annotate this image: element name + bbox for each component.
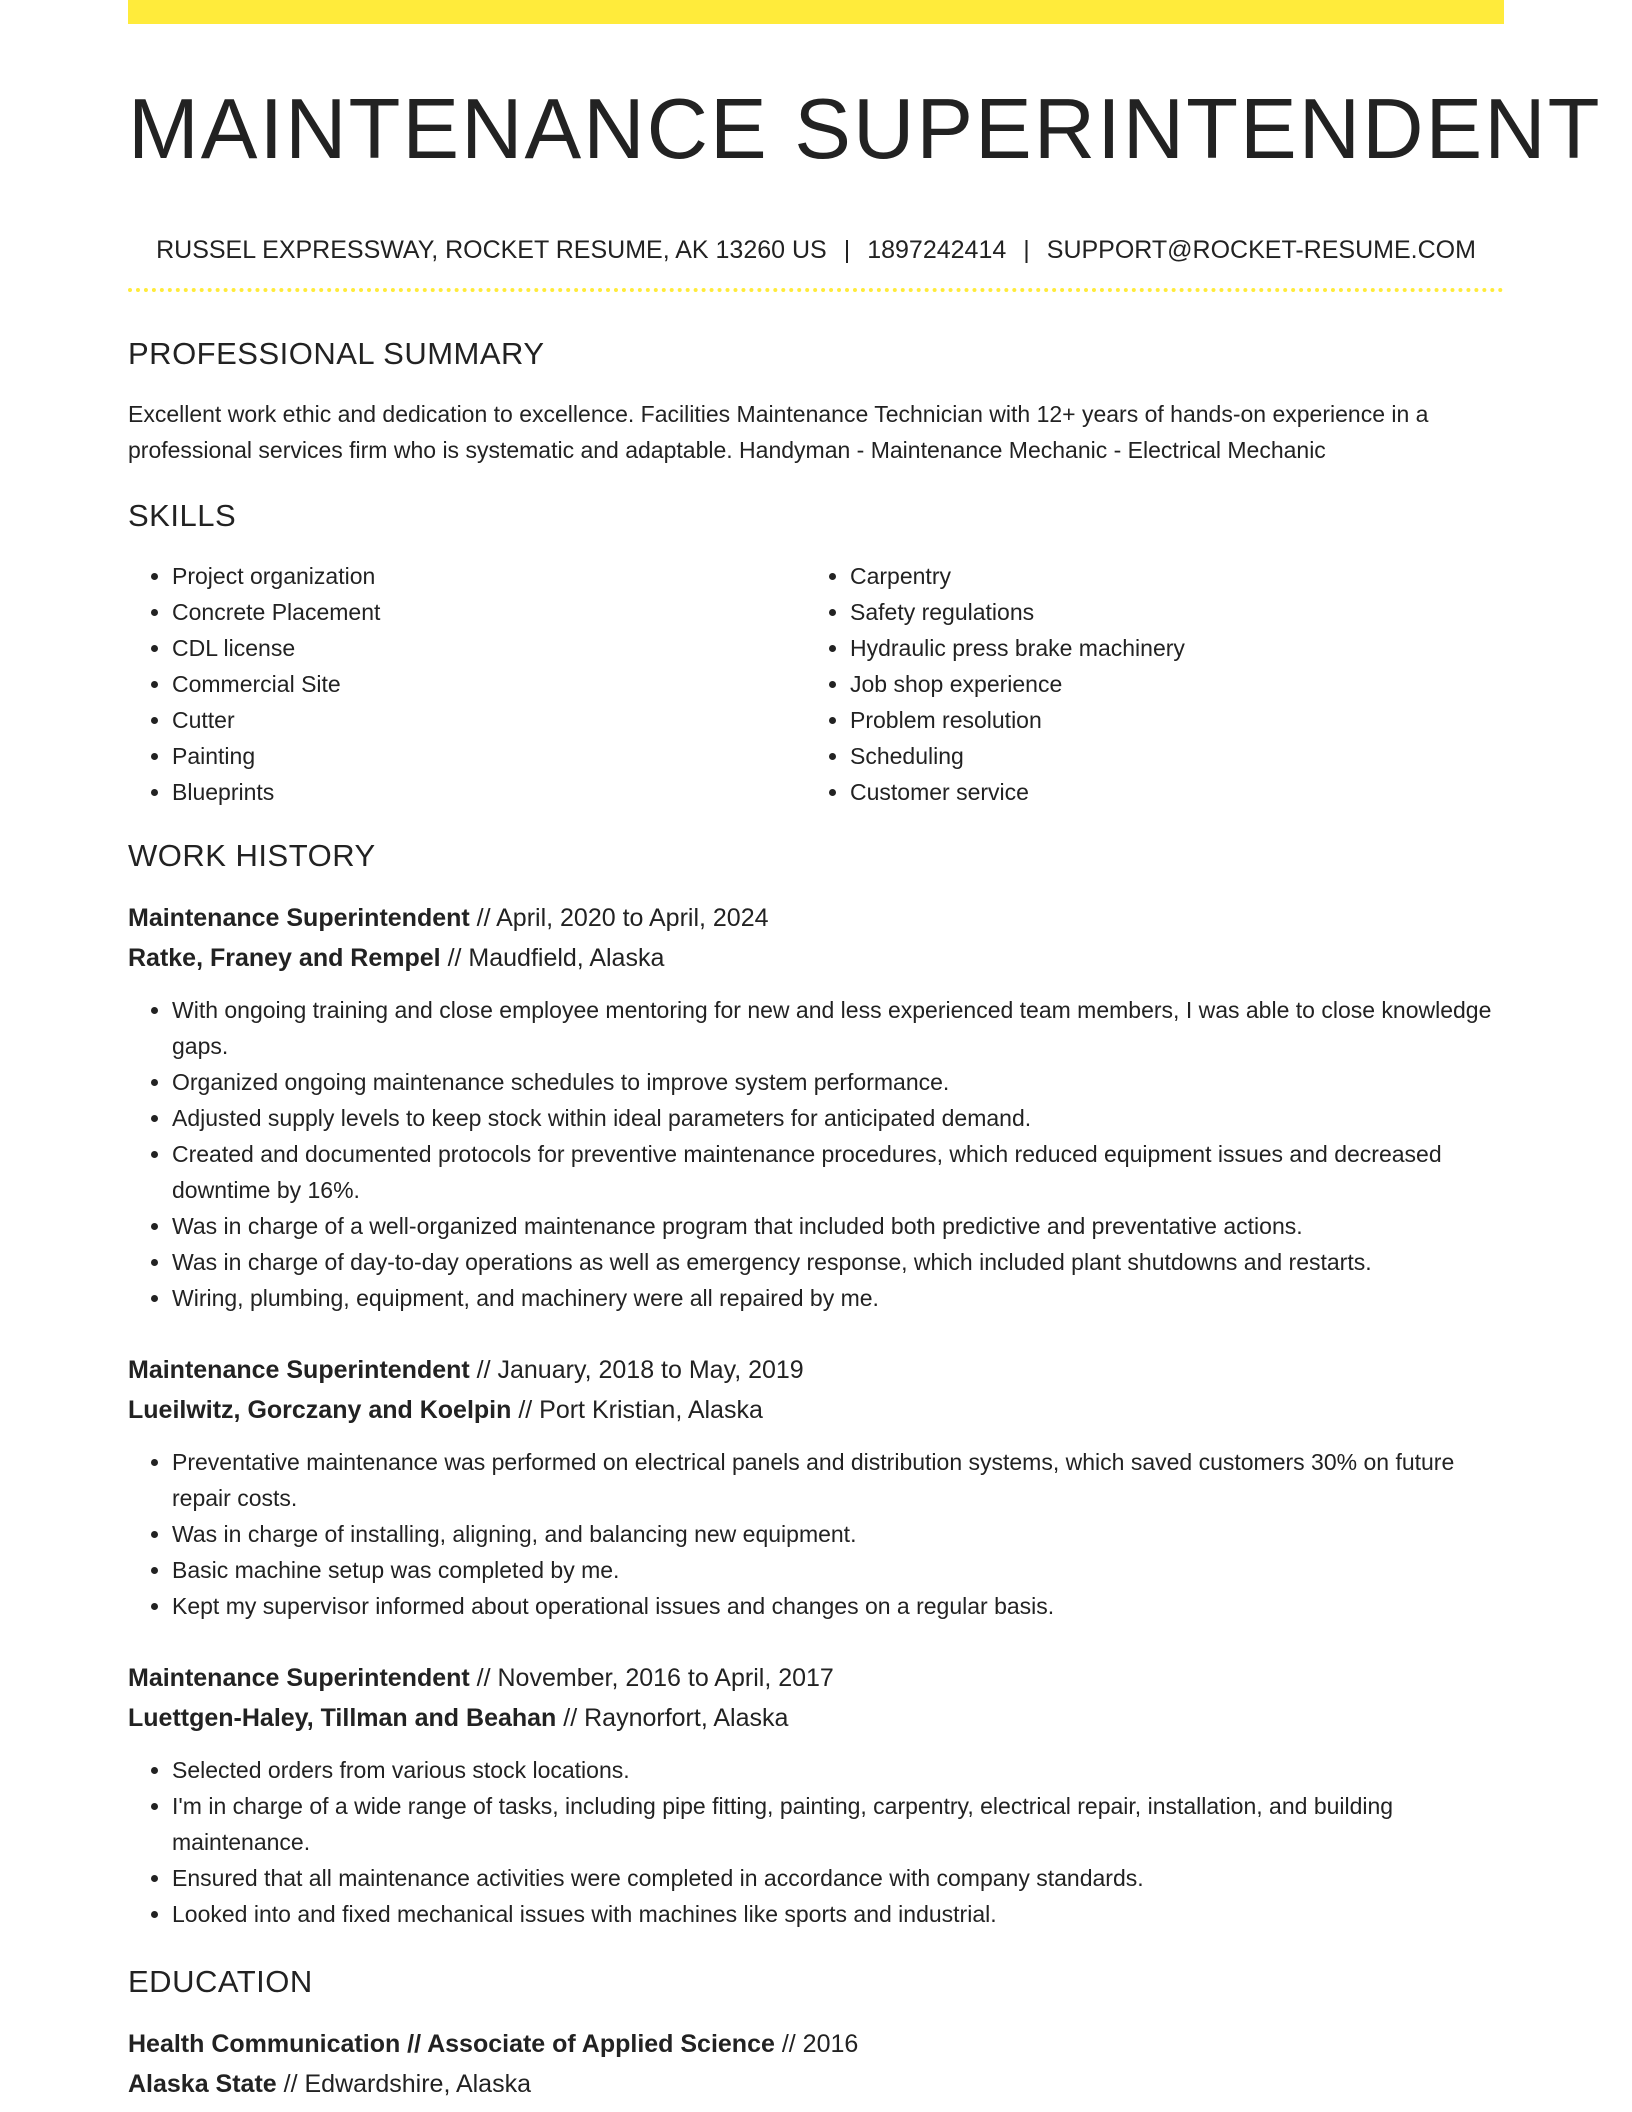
summary-text: Excellent work ethic and dedication to excellence. Facilities Maintenance Technician with 12+ years of hands-on experience in a professional services firm who is systematic and adaptable. Handyman - Maintenance Mechanic - Electrical Mechanic (128, 401, 1429, 463)
job-role-line (128, 1350, 1504, 1390)
job-bullet: • Organized ongoing maintenance schedules to improve system performance. (172, 1064, 1504, 1100)
skills-list-right (806, 558, 1484, 810)
skill-item: • Concrete Placement (172, 594, 806, 630)
job-role: Maintenance Superintendent (128, 1664, 470, 1692)
job-bullet: • Adjusted supply levels to keep stock within ideal parameters for anticipated demand. (172, 1100, 1504, 1136)
job-bullets (128, 1752, 1504, 1932)
job-bullet: • Was in charge of a well-organized maintenance program that included both predictive and preventative actions. (172, 1208, 1504, 1244)
job-company-line (128, 938, 1504, 978)
job-bullet: • Looked into and fixed mechanical issues with machines like sports and industrial. (172, 1896, 1504, 1932)
job-bullet: • Was in charge of day-to-day operations as well as emergency response, which included plant shutdowns and restarts. (172, 1244, 1504, 1280)
education-school: Alaska State (128, 2070, 277, 2098)
job-entry (128, 898, 1504, 1316)
job-bullet: • Basic machine setup was completed by me. (172, 1552, 1504, 1588)
skill-item: • CDL license (172, 630, 806, 666)
job-role-line (128, 1658, 1504, 1698)
skills-list-left (128, 558, 806, 810)
resume-content (128, 0, 1602, 2104)
skill-item: • Commercial Site (172, 666, 806, 702)
education-school-line (128, 2064, 1504, 2104)
job-role-line (128, 898, 1504, 938)
job-bullet: • Selected orders from various stock locations. (172, 1752, 1504, 1788)
dotted-divider (128, 288, 1504, 292)
job-bullet: • Was in charge of installing, aligning, and balancing new equipment. (172, 1516, 1504, 1552)
job-bullet: • Wiring, plumbing, equipment, and machinery were all repaired by me. (172, 1280, 1504, 1316)
skills-heading: SKILLS (128, 498, 237, 533)
work-history-heading: WORK HISTORY (128, 838, 376, 873)
job-company-line (128, 1390, 1504, 1430)
skill-item: • Hydraulic press brake machinery (850, 630, 1484, 666)
job-dates: // January, 2018 to May, 2019 (469, 1356, 804, 1384)
contact-phone: 1897242414 (867, 236, 1007, 264)
summary-heading: PROFESSIONAL SUMMARY (128, 336, 545, 371)
skill-item: • Cutter (172, 702, 806, 738)
job-company: Ratke, Franey and Rempel (128, 944, 441, 972)
skill-item: • Problem resolution (850, 702, 1484, 738)
skill-item: • Painting (172, 738, 806, 774)
job-entry (128, 1658, 1504, 1932)
skill-item: • Customer service (850, 774, 1484, 810)
skill-item: • Scheduling (850, 738, 1484, 774)
education-degree-line (128, 2024, 1504, 2064)
skill-item: • Blueprints (172, 774, 806, 810)
job-location: // Raynorfort, Alaska (556, 1704, 789, 1732)
education-location: // Edwardshire, Alaska (276, 2070, 531, 2098)
job-bullet: • I'm in charge of a wide range of tasks, including pipe fitting, painting, carpentry, electrical repair, installation, and building maintenance. (172, 1788, 1504, 1860)
education-degree: Health Communication // Associate of Applied Science (128, 2030, 775, 2058)
skill-item: • Project organization (172, 558, 806, 594)
job-company: Lueilwitz, Gorczany and Koelpin (128, 1396, 512, 1424)
contact-address: RUSSEL EXPRESSWAY, ROCKET RESUME, AK 13260 US (156, 236, 827, 264)
job-bullet: • Ensured that all maintenance activities were completed in accordance with company standards. (172, 1860, 1504, 1896)
job-bullets (128, 1444, 1504, 1624)
job-location: // Port Kristian, Alaska (511, 1396, 763, 1424)
job-company-line (128, 1698, 1504, 1738)
education-heading: EDUCATION (128, 1964, 313, 1999)
job-bullets (128, 992, 1504, 1316)
skill-item: • Safety regulations (850, 594, 1484, 630)
education-year: // 2016 (774, 2030, 859, 2058)
job-bullet: • With ongoing training and close employee mentoring for new and less experienced team members, I was able to close knowledge gaps. (172, 992, 1504, 1064)
job-bullet: • Kept my supervisor informed about operational issues and changes on a regular basis. (172, 1588, 1504, 1624)
contact-line (128, 234, 1504, 266)
job-bullet: • Created and documented protocols for preventive maintenance procedures, which reduced equipment issues and decreased downtime by 16%. (172, 1136, 1504, 1208)
candidate-title: MAINTENANCE SUPERINTENDENT (128, 82, 1602, 177)
job-dates: // April, 2020 to April, 2024 (469, 904, 769, 932)
education-entry (128, 2024, 1504, 2104)
job-role: Maintenance Superintendent (128, 904, 470, 932)
skills-columns (128, 558, 1504, 810)
job-location: // Maudfield, Alaska (440, 944, 665, 972)
job-company: Luettgen-Haley, Tillman and Beahan (128, 1704, 557, 1732)
job-dates: // November, 2016 to April, 2017 (469, 1664, 834, 1692)
job-bullet: • Preventative maintenance was performed on electrical panels and distribution systems, which saved customers 30% on future repair costs. (172, 1444, 1504, 1516)
contact-separator: | (843, 236, 851, 264)
job-role: Maintenance Superintendent (128, 1356, 470, 1384)
contact-email: SUPPORT@ROCKET-RESUME.COM (1046, 236, 1476, 264)
skill-item: • Carpentry (850, 558, 1484, 594)
contact-separator: | (1023, 236, 1030, 264)
skill-item: • Job shop experience (850, 666, 1484, 702)
job-entry (128, 1350, 1504, 1624)
